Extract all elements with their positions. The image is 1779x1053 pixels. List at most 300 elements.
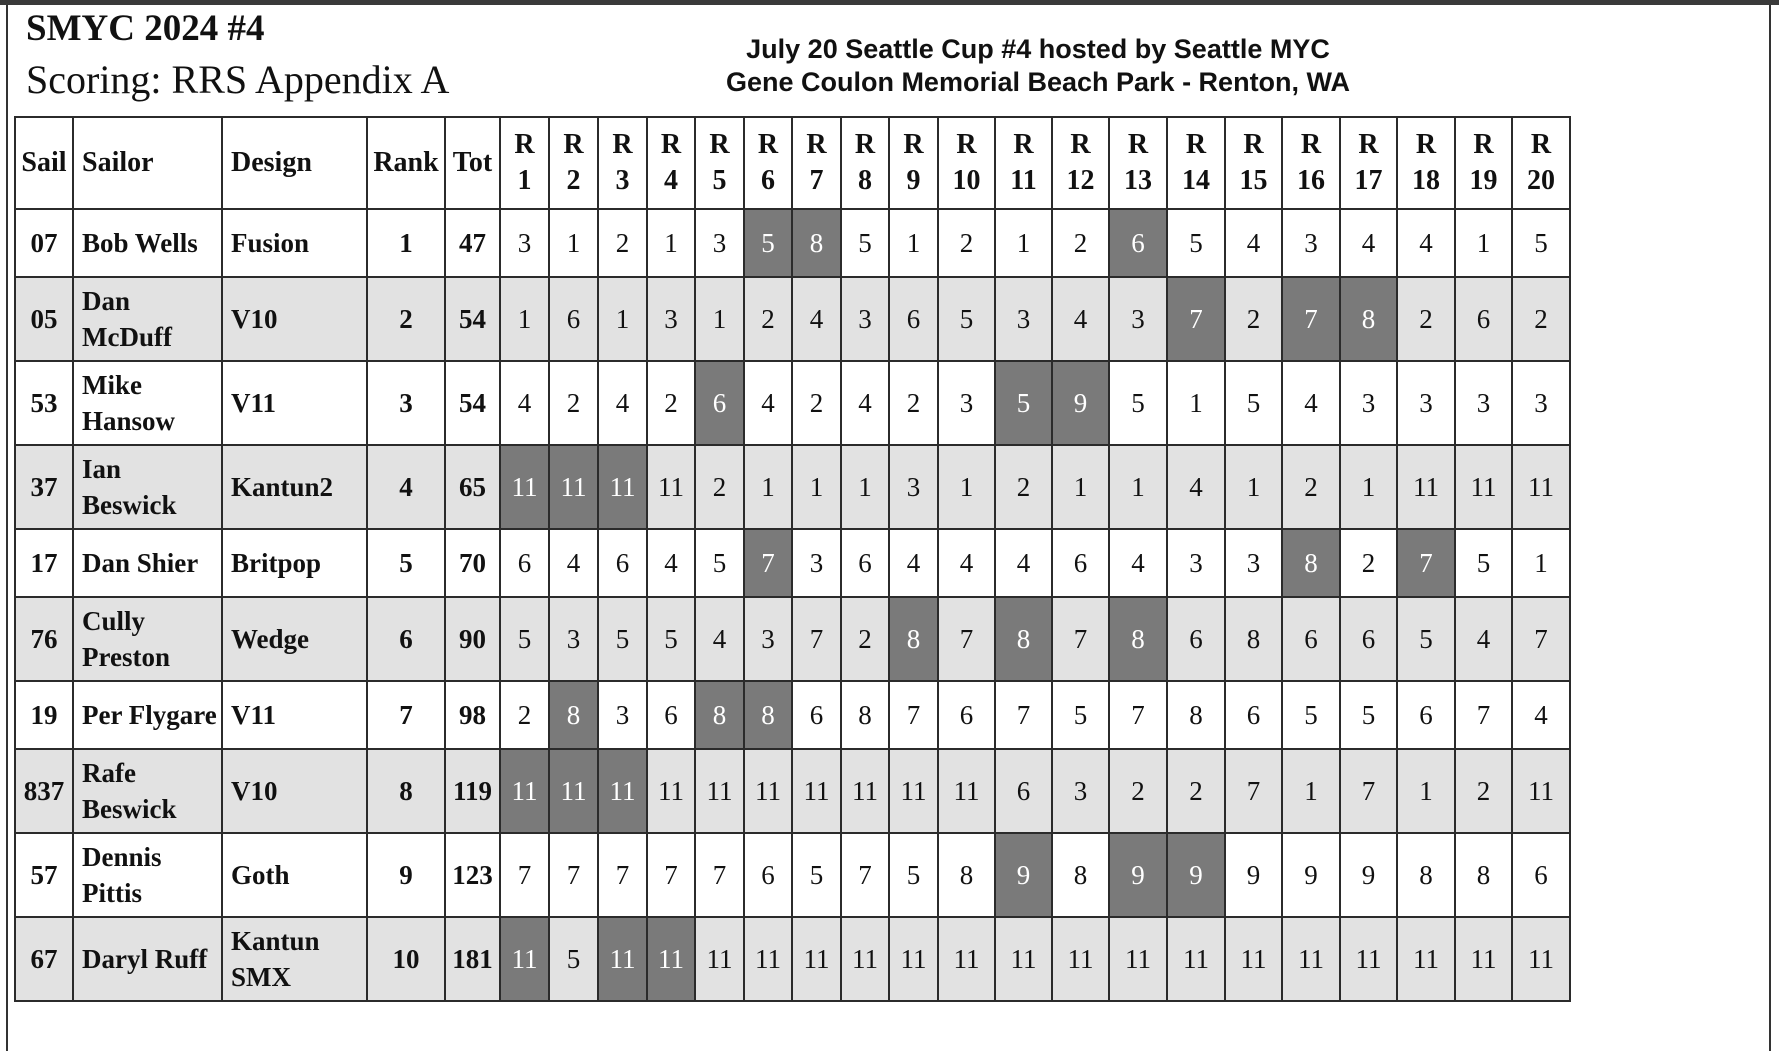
race-number: 1: [517, 165, 532, 196]
sailor-name-line: Pittis: [82, 878, 142, 908]
race-score: 3: [598, 681, 647, 749]
rank: 2: [367, 277, 445, 361]
race-score: 11: [1052, 917, 1109, 1001]
table-row: [15, 833, 1570, 917]
race-score: 8: [1397, 833, 1455, 917]
rank: 10: [367, 917, 445, 1001]
rank: 9: [367, 833, 445, 917]
race-number: 18: [1412, 165, 1440, 196]
col-race-13: [1109, 117, 1167, 209]
race-score: 11: [1512, 749, 1570, 833]
race-score: 11: [889, 749, 938, 833]
total-points: 181: [445, 917, 500, 1001]
race-letter: R: [563, 129, 584, 160]
race-number: 20: [1527, 165, 1555, 196]
race-number: 10: [952, 165, 981, 196]
race-score: 5: [549, 917, 598, 1001]
race-score: 6: [1282, 597, 1340, 681]
race-score: 11: [841, 749, 889, 833]
race-score: 1: [1282, 749, 1340, 833]
race-score: 5: [792, 833, 841, 917]
race-score: 5: [1397, 597, 1455, 681]
sail-number: 17: [15, 529, 73, 597]
col-race-12: [1052, 117, 1109, 209]
race-score: 11: [1512, 445, 1570, 529]
race-score: 3: [1512, 361, 1570, 445]
col-race-15: [1225, 117, 1282, 209]
race-score: 1: [1340, 445, 1397, 529]
boat-design: [222, 529, 367, 597]
race-score: 2: [938, 209, 995, 277]
race-score: 6: [1340, 597, 1397, 681]
design-line: Britpop: [231, 548, 322, 578]
col-race-16: [1282, 117, 1340, 209]
sailor-name-line: Cully: [82, 606, 146, 636]
results-page: [6, 5, 1771, 1051]
race-score: 2: [792, 361, 841, 445]
sailor-name: [73, 749, 222, 833]
race-score: 6: [647, 681, 695, 749]
table-row: [15, 277, 1570, 361]
race-letter: R: [1358, 129, 1379, 160]
race-score: 5: [1225, 361, 1282, 445]
race-score: 5: [889, 833, 938, 917]
race-letter: R: [660, 129, 682, 160]
race-score: 11: [1282, 917, 1340, 1001]
race-number: 7: [809, 165, 824, 196]
race-score: 2: [647, 361, 695, 445]
race-score: 4: [1052, 277, 1109, 361]
race-score-dropped: 11: [549, 445, 598, 529]
race-score: 5: [1109, 361, 1167, 445]
race-score: 6: [938, 681, 995, 749]
race-score: 5: [1282, 681, 1340, 749]
race-letter: R: [1530, 129, 1552, 160]
rank: 8: [367, 749, 445, 833]
race-number: 17: [1354, 165, 1383, 196]
race-score: 7: [1109, 681, 1167, 749]
race-score: 5: [500, 597, 549, 681]
race-score: 11: [1109, 917, 1167, 1001]
sailor-name: [73, 833, 222, 917]
race-score: 1: [995, 209, 1052, 277]
race-score: 2: [1397, 277, 1455, 361]
race-score: 2: [1225, 277, 1282, 361]
race-score: 4: [647, 529, 695, 597]
rank: 7: [367, 681, 445, 749]
scoring-system: Scoring: RRS Appendix A: [26, 57, 450, 102]
race-letter: R: [1415, 129, 1437, 160]
race-score: 8: [1225, 597, 1282, 681]
race-score: 11: [938, 749, 995, 833]
race-score: 6: [744, 833, 792, 917]
design-line: Kantun2: [231, 472, 334, 502]
race-number: 5: [712, 165, 727, 196]
race-score: 5: [1512, 209, 1570, 277]
race-score: 1: [1225, 445, 1282, 529]
race-score: 8: [1455, 833, 1512, 917]
race-letter: R: [757, 129, 779, 160]
race-score-dropped: 8: [1340, 277, 1397, 361]
sailor-name: [73, 445, 222, 529]
sailor-name: [73, 597, 222, 681]
race-score: 2: [1167, 749, 1225, 833]
total-points: 123: [445, 833, 500, 917]
race-score-dropped: 9: [1167, 833, 1225, 917]
race-score: 11: [1397, 445, 1455, 529]
col-race-10: [938, 117, 995, 209]
table-row: [15, 681, 1570, 749]
total-points: 119: [445, 749, 500, 833]
race-score: 11: [889, 917, 938, 1001]
race-score: 1: [647, 209, 695, 277]
boat-design: [222, 209, 367, 277]
race-score: 7: [1455, 681, 1512, 749]
race-score: 4: [695, 597, 744, 681]
rank: 6: [367, 597, 445, 681]
race-number: 4: [664, 165, 678, 196]
race-score-dropped: 5: [995, 361, 1052, 445]
sailor-name: [73, 209, 222, 277]
race-score: 5: [1455, 529, 1512, 597]
race-score: 3: [1397, 361, 1455, 445]
race-score: 7: [1225, 749, 1282, 833]
race-score: 6: [995, 749, 1052, 833]
race-score: 4: [1225, 209, 1282, 277]
race-score: 2: [1282, 445, 1340, 529]
race-letter: R: [854, 129, 876, 160]
race-score: 7: [841, 833, 889, 917]
race-score: 5: [1340, 681, 1397, 749]
race-score: 1: [1455, 209, 1512, 277]
col-race-3: [598, 117, 647, 209]
col-race-17: [1340, 117, 1397, 209]
sailor-name-line: McDuff: [82, 322, 172, 352]
col-race-1: [500, 117, 549, 209]
race-number: 2: [566, 165, 581, 196]
race-score-dropped: 8: [889, 597, 938, 681]
race-score: 2: [549, 361, 598, 445]
rank: 5: [367, 529, 445, 597]
race-score-dropped: 8: [1109, 597, 1167, 681]
race-score: 5: [1167, 209, 1225, 277]
table-row: [15, 361, 1570, 445]
race-letter: R: [1185, 129, 1207, 160]
sail-number: 76: [15, 597, 73, 681]
race-score: 4: [792, 277, 841, 361]
sailor-name-line: Dan: [82, 286, 131, 316]
race-score: 3: [995, 277, 1052, 361]
boat-design: [222, 597, 367, 681]
race-score: 8: [938, 833, 995, 917]
event-venue: Gene Coulon Memorial Beach Park - Renton, WA: [725, 67, 1351, 97]
race-score: 6: [1512, 833, 1570, 917]
total-points: 47: [445, 209, 500, 277]
race-score: 11: [938, 917, 995, 1001]
race-score: 6: [1052, 529, 1109, 597]
race-score: 4: [1340, 209, 1397, 277]
race-score: 11: [1455, 917, 1512, 1001]
race-score-dropped: 7: [1282, 277, 1340, 361]
race-letter: R: [956, 129, 977, 160]
race-score: 5: [647, 597, 695, 681]
race-number: 13: [1124, 165, 1152, 196]
design-line: Goth: [231, 860, 290, 890]
sailor-name-line: Bob Wells: [82, 228, 198, 258]
sailor-name: [73, 529, 222, 597]
race-letter: R: [1127, 129, 1149, 160]
race-letter: R: [1070, 129, 1091, 160]
race-score-dropped: 11: [500, 917, 549, 1001]
sail-number: 837: [15, 749, 73, 833]
race-score: 3: [938, 361, 995, 445]
page-title: SMYC 2024 #4: [26, 8, 265, 49]
sail-number: 19: [15, 681, 73, 749]
table-row: [15, 209, 1570, 277]
race-score: 3: [1167, 529, 1225, 597]
col-tot: Tot: [445, 117, 500, 209]
race-score: 6: [889, 277, 938, 361]
col-race-20: [1512, 117, 1570, 209]
race-score: 6: [549, 277, 598, 361]
boat-design: [222, 681, 367, 749]
sail-number: 37: [15, 445, 73, 529]
race-score: 4: [1167, 445, 1225, 529]
race-score: 2: [1109, 749, 1167, 833]
race-score: 4: [500, 361, 549, 445]
race-score: 7: [549, 833, 598, 917]
race-score: 1: [549, 209, 598, 277]
race-score-dropped: 11: [598, 445, 647, 529]
race-score-dropped: 8: [549, 681, 598, 749]
col-race-18: [1397, 117, 1455, 209]
race-score: 7: [500, 833, 549, 917]
race-letter: R: [1473, 129, 1494, 160]
race-number: 6: [761, 165, 775, 196]
race-score: 11: [695, 917, 744, 1001]
race-score: 11: [841, 917, 889, 1001]
race-score: 7: [938, 597, 995, 681]
race-score: 7: [695, 833, 744, 917]
table-row: [15, 749, 1570, 833]
race-score: 11: [1512, 917, 1570, 1001]
race-score: 5: [598, 597, 647, 681]
race-score: 7: [889, 681, 938, 749]
sailor-name-line: Preston: [82, 642, 170, 672]
sailor-name: [73, 277, 222, 361]
race-score-dropped: 11: [598, 917, 647, 1001]
col-race-6: [744, 117, 792, 209]
race-score: 6: [1455, 277, 1512, 361]
design-line: SMX: [231, 962, 291, 992]
race-score: 2: [695, 445, 744, 529]
sailor-name: [73, 361, 222, 445]
race-score: 6: [598, 529, 647, 597]
race-score: 1: [744, 445, 792, 529]
sailor-name-line: Ian: [82, 454, 122, 484]
results-body: [15, 209, 1570, 1001]
race-score-dropped: 8: [995, 597, 1052, 681]
race-score: 2: [995, 445, 1052, 529]
race-score: 3: [500, 209, 549, 277]
col-rank: Rank: [367, 117, 445, 209]
race-score: 6: [1397, 681, 1455, 749]
race-score: 1: [695, 277, 744, 361]
table-row: [15, 445, 1570, 529]
race-score: 5: [1052, 681, 1109, 749]
race-score: 4: [549, 529, 598, 597]
race-score: 9: [1340, 833, 1397, 917]
sailor-name: [73, 917, 222, 1001]
header-row: [15, 117, 1570, 209]
race-score: 11: [792, 917, 841, 1001]
col-race-11: [995, 117, 1052, 209]
race-score-dropped: 11: [647, 917, 695, 1001]
race-score-dropped: 8: [1282, 529, 1340, 597]
race-score: 1: [500, 277, 549, 361]
race-score: 11: [1455, 445, 1512, 529]
race-score: 4: [995, 529, 1052, 597]
race-score: 11: [1225, 917, 1282, 1001]
race-score: 4: [598, 361, 647, 445]
race-letter: R: [903, 129, 924, 160]
sail-number: 67: [15, 917, 73, 1001]
race-letter: R: [612, 129, 633, 160]
race-score-dropped: 8: [792, 209, 841, 277]
sailor-name-line: Dennis: [82, 842, 162, 872]
sailor-name-line: Beswick: [82, 794, 177, 824]
race-score: 5: [938, 277, 995, 361]
race-score: 1: [1109, 445, 1167, 529]
race-score: 11: [1397, 917, 1455, 1001]
design-line: V10: [231, 776, 278, 806]
col-race-5: [695, 117, 744, 209]
race-score: 7: [1512, 597, 1570, 681]
table-row: [15, 917, 1570, 1001]
race-letter: R: [1243, 129, 1264, 160]
rank: 4: [367, 445, 445, 529]
race-score-dropped: 11: [549, 749, 598, 833]
race-score: 6: [841, 529, 889, 597]
race-number: 16: [1297, 165, 1325, 196]
race-score: 4: [889, 529, 938, 597]
col-sail: Sail: [15, 117, 73, 209]
race-number: 9: [906, 165, 921, 196]
race-score-dropped: 9: [1052, 361, 1109, 445]
race-score: 4: [938, 529, 995, 597]
col-sailor: Sailor: [73, 117, 222, 209]
race-score: 2: [889, 361, 938, 445]
results-table: [14, 116, 1571, 1002]
race-score: 11: [744, 749, 792, 833]
race-score-dropped: 11: [500, 749, 549, 833]
total-points: 98: [445, 681, 500, 749]
design-line: V11: [231, 388, 277, 418]
race-score: 1: [1397, 749, 1455, 833]
race-score-dropped: 7: [1397, 529, 1455, 597]
race-score: 3: [792, 529, 841, 597]
race-score-dropped: 6: [695, 361, 744, 445]
race-score: 2: [1340, 529, 1397, 597]
race-score: 1: [1512, 529, 1570, 597]
sailor-name-line: Mike: [82, 370, 142, 400]
race-score: 7: [792, 597, 841, 681]
design-line: V10: [231, 304, 278, 334]
race-score: 5: [841, 209, 889, 277]
race-number: 14: [1182, 165, 1210, 196]
sail-number: 05: [15, 277, 73, 361]
race-score: 11: [647, 445, 695, 529]
race-score: 2: [598, 209, 647, 277]
total-points: 70: [445, 529, 500, 597]
race-score: 2: [1455, 749, 1512, 833]
sail-number: 07: [15, 209, 73, 277]
col-race-8: [841, 117, 889, 209]
race-score-dropped: 7: [744, 529, 792, 597]
total-points: 90: [445, 597, 500, 681]
race-score: 8: [1167, 681, 1225, 749]
race-score: 6: [1167, 597, 1225, 681]
boat-design: [222, 361, 367, 445]
boat-design: [222, 917, 367, 1001]
sailor-name-line: Rafe: [82, 758, 136, 788]
race-score: 3: [1282, 209, 1340, 277]
race-score: 11: [995, 917, 1052, 1001]
race-score: 11: [744, 917, 792, 1001]
col-race-4: [647, 117, 695, 209]
race-score: 9: [1225, 833, 1282, 917]
race-number: 3: [615, 165, 630, 196]
race-score: 1: [938, 445, 995, 529]
race-score: 4: [1512, 681, 1570, 749]
race-score-dropped: 5: [744, 209, 792, 277]
race-score: 6: [500, 529, 549, 597]
race-score: 7: [1052, 597, 1109, 681]
race-score: 11: [1167, 917, 1225, 1001]
race-score: 11: [695, 749, 744, 833]
race-number: 8: [858, 165, 872, 196]
race-score: 1: [841, 445, 889, 529]
sailor-name-line: Dan Shier: [82, 548, 199, 578]
table-row: [15, 529, 1570, 597]
design-line: Wedge: [231, 624, 309, 654]
race-score: 1: [889, 209, 938, 277]
race-score: 2: [841, 597, 889, 681]
rank: 3: [367, 361, 445, 445]
race-score: 6: [1225, 681, 1282, 749]
race-score-dropped: 9: [995, 833, 1052, 917]
boat-design: [222, 445, 367, 529]
race-score: 2: [1512, 277, 1570, 361]
race-score-dropped: 11: [598, 749, 647, 833]
event-name: July 20 Seattle Cup #4 hosted by Seattle MYC: [746, 34, 1330, 64]
race-score: 3: [1052, 749, 1109, 833]
race-letter: R: [1013, 129, 1034, 160]
sailor-name-line: Beswick: [82, 490, 177, 520]
race-score: 1: [792, 445, 841, 529]
race-score: 4: [1282, 361, 1340, 445]
race-score-dropped: 8: [695, 681, 744, 749]
race-score: 3: [841, 277, 889, 361]
design-line: Fusion: [231, 228, 310, 258]
sail-number: 57: [15, 833, 73, 917]
table-row: [15, 597, 1570, 681]
sailor-name: [73, 681, 222, 749]
race-score: 3: [695, 209, 744, 277]
race-score: 7: [598, 833, 647, 917]
race-score: 8: [1052, 833, 1109, 917]
total-points: 65: [445, 445, 500, 529]
